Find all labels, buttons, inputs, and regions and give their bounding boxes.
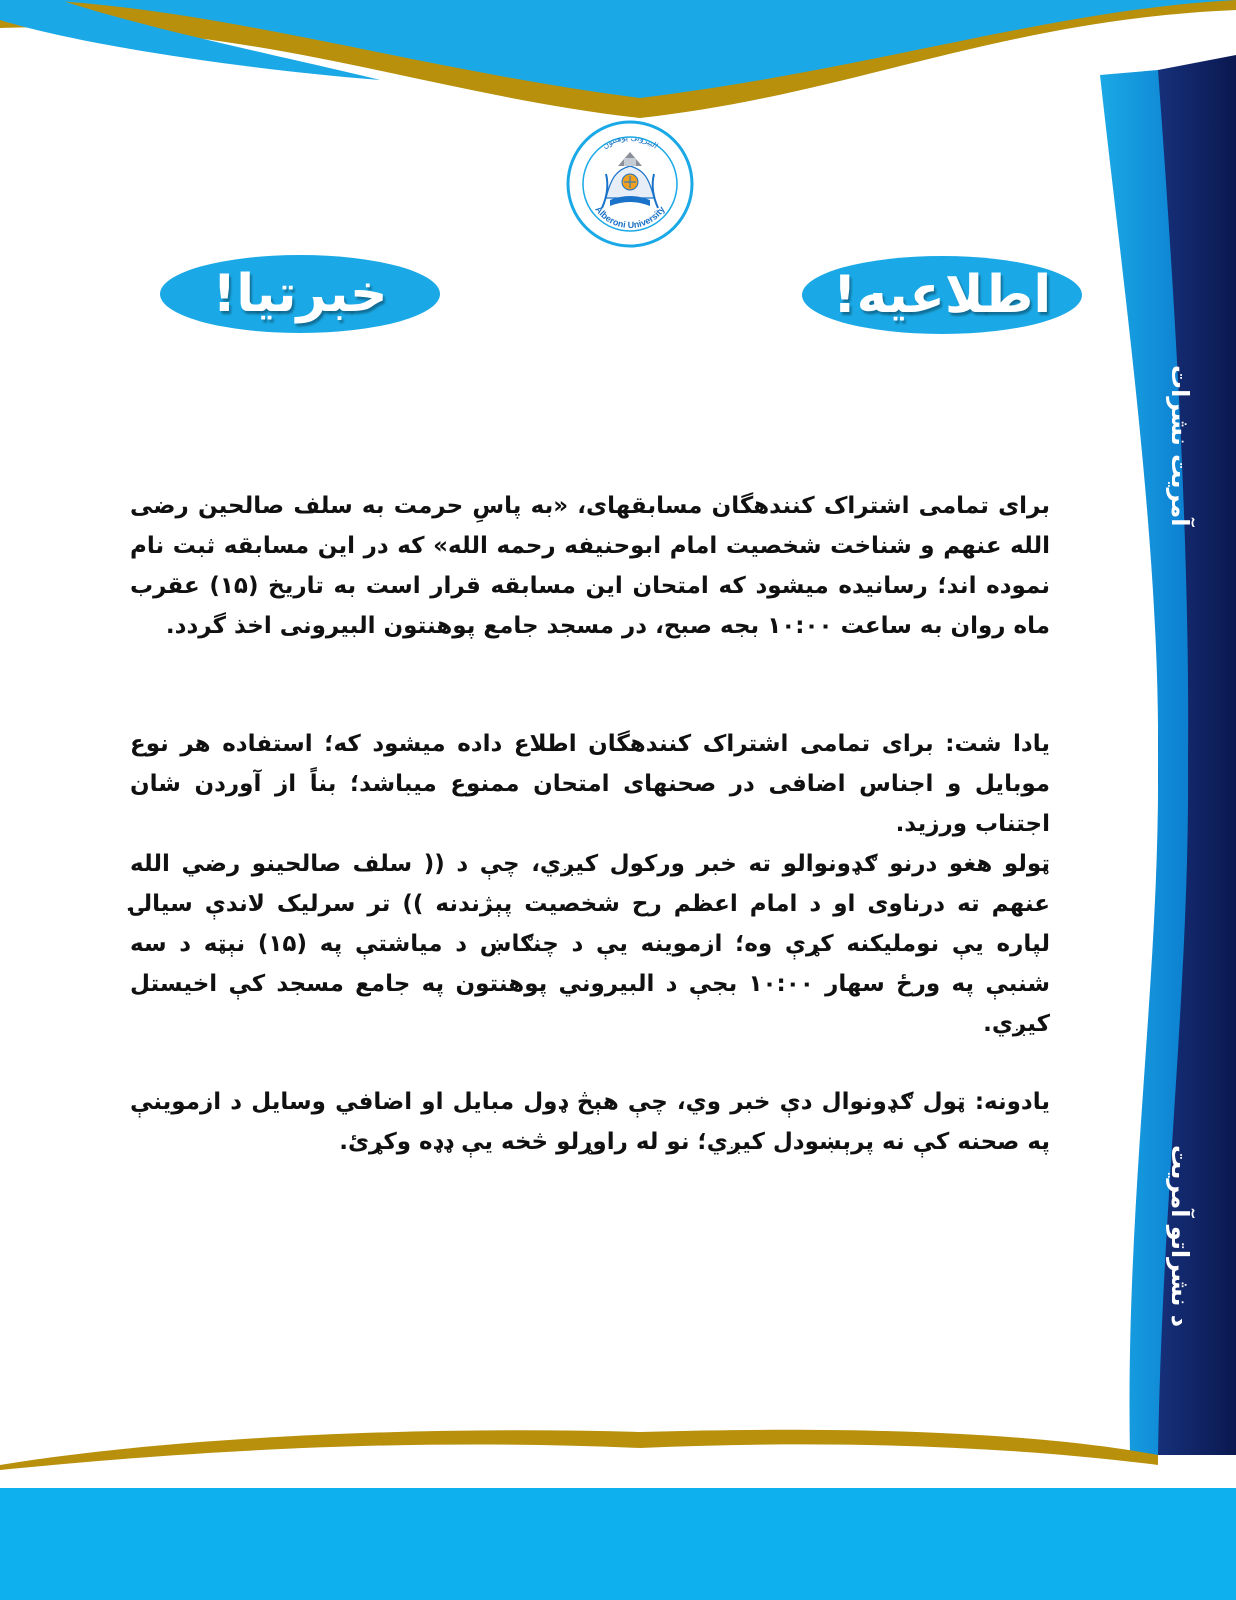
logo-native-text: البیرونی پوهنتون — [600, 132, 660, 151]
dari-note-paragraph: یادا شت: برای تمامی اشتراک کنندهگان اطلاع داده میشود که؛ استفاده هر نوع موبایل و اجناس اضافی در صحنهای امتحان ممنوع میباشد؛ بناً از آوردن شان اجتناب ورزید. — [130, 731, 1050, 837]
side-label-bottom: د نشراتو آمریت — [1166, 1145, 1194, 1328]
logo-latin-text: Alberoni University — [593, 204, 667, 231]
bottom-band — [0, 1430, 1236, 1600]
pashto-announcement-badge: خبرتیا! — [160, 255, 440, 333]
side-label-top: آمریت نشرات — [1166, 365, 1194, 527]
dari-notice-paragraph: برای تمامی اشتراک کنندهگان مسابقهای، «به پاسِ حرمت به سلف صالحین رضی الله عنهم و شناخت شخصیت امام ابوحنیفه رحمه الله» که در این مسابقه ثبت نام نموده اند؛ رسانیده میشود که امتحان این مسابقه قرار است به تاریخ (۱۵) عقرب ماه روان به ساعت ۱۰:۰۰ بجه صبح، در مسجد جامع پوهنتون البیرونی اخذ گردد. — [130, 493, 1050, 639]
top-band — [0, 0, 1236, 118]
dari-announcement-badge: اطلاعیه! — [802, 256, 1082, 334]
university-logo — [566, 120, 694, 248]
pashto-notice-paragraph: ټولو هغو درنو ګډونوالو ته خبر ورکول کیږي، چې د (( سلف صالحینو رضي الله عنهم ته درناوی او د امام اعظم رح شخصیت پېژندنه )) تر سرلیک لاندې سیالۍ لپاره یې نوملیکنه کړې وه؛ ازموینه یې د چنګاښ د میاشتې په (۱۵) نېټه د سه شنبې په ورځ سهار ۱۰:۰۰ بجې د البیروني پوهنتون په جامع مسجد کې اخیستل کیږي. — [130, 851, 1050, 1037]
pashto-note-paragraph: یادونه: ټول ګډونوال دې خبر وي، چې هېڅ ډول مبایل او اضافي وسایل د ازموینې په صحنه کې نه پرېښودل کیږي؛ نو له راوړلو څخه یې ډډه وکړئ. — [130, 1089, 1050, 1155]
